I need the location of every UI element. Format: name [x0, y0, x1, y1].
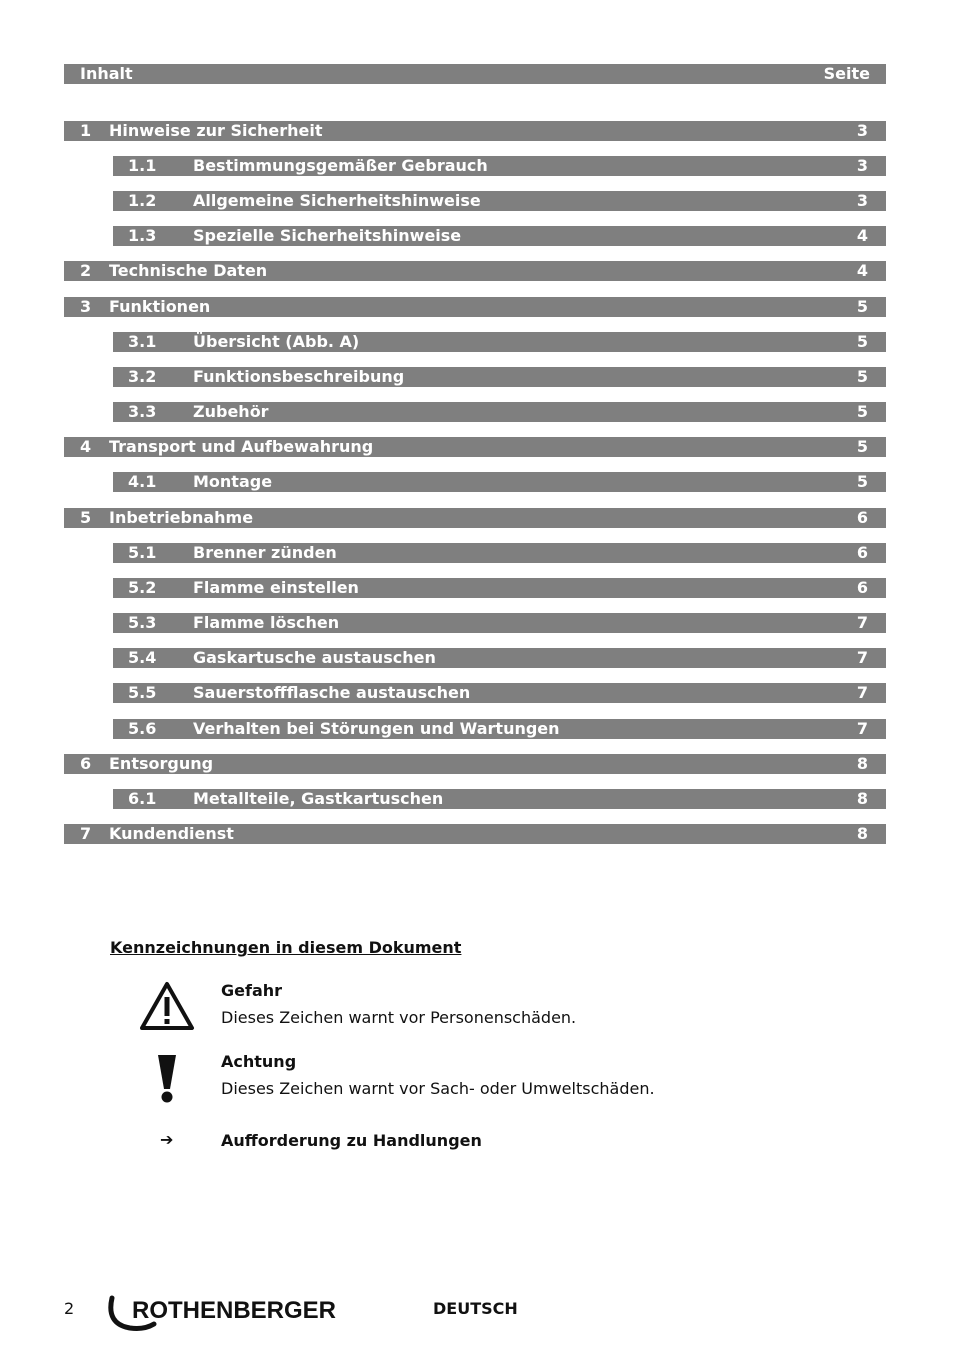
toc-entry[interactable] — [64, 437, 886, 457]
warning-triangle-icon — [138, 980, 196, 1032]
exclamation-icon — [155, 1053, 179, 1105]
toc-entry-page: 5 — [856, 472, 868, 491]
footer-language: DEUTSCH — [433, 1299, 518, 1318]
toc-header-page-label: Seite — [823, 64, 870, 83]
toc-entry-page: 5 — [856, 332, 868, 351]
page-number: 2 — [64, 1299, 75, 1318]
legend-action-title: Aufforderung zu Handlungen — [221, 1131, 482, 1150]
toc-entry-page: 3 — [856, 191, 868, 210]
toc-entry[interactable] — [64, 754, 886, 774]
toc-entry-title: Flamme einstellen — [193, 578, 359, 597]
toc-entry-page: 6 — [856, 543, 868, 562]
toc-entry[interactable] — [113, 332, 886, 352]
legend-caution-text: Dieses Zeichen warnt vor Sach- oder Umweltschäden. — [221, 1079, 655, 1098]
toc-entry-page: 3 — [856, 121, 868, 140]
toc-entry-page: 7 — [856, 719, 868, 738]
toc-entry[interactable] — [113, 191, 886, 211]
toc-entry[interactable] — [113, 543, 886, 563]
toc-entry-page: 5 — [856, 297, 868, 316]
toc-entry-number: 2 — [80, 261, 92, 280]
toc-entry-number: 7 — [80, 824, 92, 843]
toc-entry-page: 8 — [856, 824, 868, 843]
toc-entry-title: Gaskartusche austauschen — [193, 648, 436, 667]
toc-entry[interactable] — [64, 297, 886, 317]
toc-entry[interactable] — [113, 613, 886, 633]
toc-entry-number: 5.3 — [128, 613, 157, 632]
toc-entry-page: 7 — [856, 683, 868, 702]
toc-entry-number: 6.1 — [128, 789, 157, 808]
toc-entry-number: 3 — [80, 297, 92, 316]
toc-entry[interactable] — [113, 719, 886, 739]
toc-entry-number: 5.6 — [128, 719, 157, 738]
toc-entry-title: Brenner zünden — [193, 543, 337, 562]
toc-entry[interactable] — [113, 472, 886, 492]
toc-entry-number: 1.3 — [128, 226, 157, 245]
toc-entry[interactable] — [64, 824, 886, 844]
toc-entry-number: 3.2 — [128, 367, 157, 386]
toc-entry-number: 5.2 — [128, 578, 157, 597]
toc-entry-page: 5 — [856, 437, 868, 456]
toc-entry-number: 3.3 — [128, 402, 157, 421]
toc-entry[interactable] — [113, 578, 886, 598]
toc-entry-number: 1.2 — [128, 191, 157, 210]
toc-entry-title: Inbetriebnahme — [109, 508, 254, 527]
toc-entry-number: 1 — [80, 121, 92, 140]
legend-danger-title: Gefahr — [221, 981, 283, 1000]
toc-entry-title: Kundendienst — [109, 824, 234, 843]
toc-entry-number: 5.5 — [128, 683, 157, 702]
toc-entry-title: Metallteile, Gastkartuschen — [193, 789, 444, 808]
toc-entry[interactable] — [113, 683, 886, 703]
toc-entry-number: 5 — [80, 508, 92, 527]
toc-entry-page: 6 — [856, 578, 868, 597]
toc-entry-number: 5.4 — [128, 648, 157, 667]
toc-entry-title: Übersicht (Abb. A) — [193, 332, 360, 351]
toc-entry-title: Zubehör — [193, 402, 269, 421]
toc-entry-title: Funktionen — [109, 297, 211, 316]
toc-entry-title: Hinweise zur Sicherheit — [109, 121, 323, 140]
rothenberger-logo — [104, 1294, 354, 1332]
legend-danger-text: Dieses Zeichen warnt vor Personenschäden. — [221, 1008, 577, 1027]
toc-entry-title: Technische Daten — [109, 261, 268, 280]
toc-entry[interactable] — [113, 402, 886, 422]
toc-entry[interactable] — [113, 648, 886, 668]
toc-entry-number: 4.1 — [128, 472, 157, 491]
toc-entry-title: Flamme löschen — [193, 613, 340, 632]
toc-entry-page: 8 — [856, 754, 868, 773]
toc-entry-page: 7 — [856, 648, 868, 667]
toc-entry-page: 3 — [856, 156, 868, 175]
toc-header — [64, 64, 886, 84]
toc-entry[interactable] — [113, 789, 886, 809]
toc-entry-page: 8 — [856, 789, 868, 808]
toc-entry[interactable] — [64, 261, 886, 281]
toc-entry[interactable] — [64, 121, 886, 141]
toc-entry-page: 5 — [856, 367, 868, 386]
toc-entry[interactable] — [113, 226, 886, 246]
toc-entry-title: Transport und Aufbewahrung — [109, 437, 374, 456]
toc-header-title: Inhalt — [80, 64, 133, 83]
toc-entry-number: 4 — [80, 437, 92, 456]
toc-entry-page: 5 — [856, 402, 868, 421]
toc-entry-title: Montage — [193, 472, 273, 491]
toc-entry-number: 1.1 — [128, 156, 157, 175]
legend-heading: Kennzeichnungen in diesem Dokument — [110, 938, 462, 957]
toc-entry[interactable] — [113, 367, 886, 387]
toc-entry-title: Funktionsbeschreibung — [193, 367, 405, 386]
legend-caution-title: Achtung — [221, 1052, 297, 1071]
toc-entry-number: 3.1 — [128, 332, 157, 351]
toc-entry-title: Sauerstoffflasche austauschen — [193, 683, 471, 702]
toc-entry[interactable] — [64, 508, 886, 528]
toc-entry-page: 7 — [856, 613, 868, 632]
arrow-right-icon: ➔ — [160, 1130, 174, 1149]
toc-entry-page: 6 — [856, 508, 868, 527]
toc-entry-title: Spezielle Sicherheitshinweise — [193, 226, 462, 245]
toc-entry-page: 4 — [856, 226, 868, 245]
toc-entry[interactable] — [113, 156, 886, 176]
toc-entry-page: 4 — [856, 261, 868, 280]
toc-entry-title: Bestimmungsgemäßer Gebrauch — [193, 156, 488, 175]
toc-entry-title: Entsorgung — [109, 754, 214, 773]
toc-entry-number: 6 — [80, 754, 92, 773]
toc-entry-title: Verhalten bei Störungen und Wartungen — [193, 719, 560, 738]
toc-entry-number: 5.1 — [128, 543, 157, 562]
toc-entry-title: Allgemeine Sicherheitshinweise — [193, 191, 481, 210]
brand-wordmark: ROTHENBERGER — [132, 1297, 337, 1324]
